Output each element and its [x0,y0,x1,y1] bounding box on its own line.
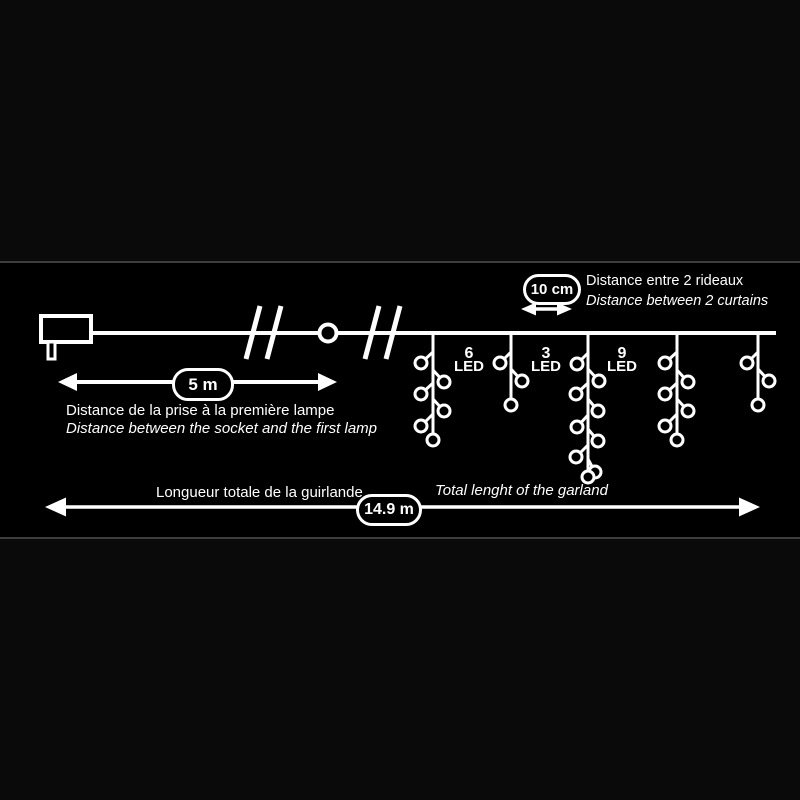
led-count-unit: LED [531,358,561,375]
led-bulb-icon [741,357,753,369]
led-count-value: 6 [464,345,474,362]
led-bulb-icon [682,376,694,388]
led-bulb-icon [415,420,427,432]
total-length-label-fr: Longueur totale de la guirlande [156,484,363,501]
socket-distance-label-en: Distance between the socket and the first lamp [66,420,378,437]
led-bulb-icon [659,357,671,369]
led-count-label [516,347,576,373]
led-count-unit: LED [607,358,637,375]
led-count-label [439,347,499,373]
spacing-label-en: Distance between 2 curtains [586,293,769,309]
spacing-label-fr: Distance entre 2 rideaux [586,273,744,289]
led-bulb-icon [505,399,517,411]
led-bulb-icon [570,388,582,400]
socket-distance-badge: 5 m [172,368,234,401]
led-bulb-icon [592,405,604,417]
led-bulb-icon [571,421,583,433]
led-bulb-icon [516,375,528,387]
socket-distance-label-fr: Distance de la prise à la première lampe [66,402,335,419]
curtain-drop-3-led [741,331,775,411]
led-bulb-icon [659,420,671,432]
led-bulb-icon [682,405,694,417]
led-bulb-icon [752,399,764,411]
led-count-value: 3 [541,345,551,362]
led-count-unit: LED [454,358,484,375]
led-bulb-icon [427,434,439,446]
connector-circle-icon [320,325,337,342]
curtain-drop-6-led [659,331,694,446]
led-bulb-icon [415,357,427,369]
led-bulb-icon [438,376,450,388]
spacing-badge: 10 cm [523,274,581,305]
led-bulb-icon [415,388,427,400]
total-length-label-en: Total lenght of the garland [435,482,608,499]
led-bulb-icon [438,405,450,417]
power-plug-icon [41,316,91,359]
total-length-badge: 14.9 m [356,494,422,526]
led-bulb-icon [671,434,683,446]
led-bulb-icon [570,451,582,463]
led-bulb-icon [592,435,604,447]
led-count-value: 9 [617,345,627,362]
led-bulb-icon [593,375,605,387]
led-bulb-icon [763,375,775,387]
led-count-label [592,347,652,373]
led-bulb-icon [659,388,671,400]
